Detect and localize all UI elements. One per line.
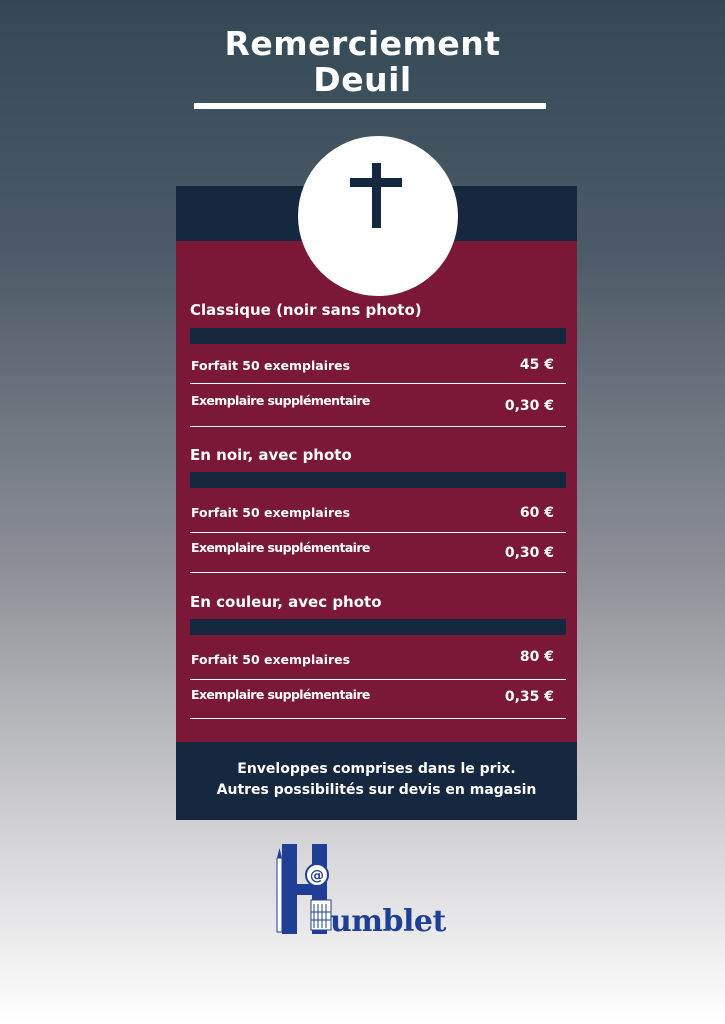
section-bar (190, 328, 566, 344)
row-divider (190, 572, 566, 573)
row-price: 0,30 € (504, 398, 554, 414)
page-title-line2: Deuil (313, 60, 412, 99)
title-underline (194, 103, 546, 109)
section-bar (190, 472, 566, 488)
card-footer (176, 742, 577, 820)
row-divider (190, 383, 566, 384)
section-title-classique: Classique (noir sans photo) (190, 301, 422, 319)
pencil-icon (277, 848, 282, 932)
row-divider (190, 532, 566, 533)
row-label: Exemplaire supplémentaire (191, 540, 370, 555)
page-title (0, 26, 725, 98)
row-label: Exemplaire supplémentaire (191, 393, 370, 408)
footer-note-line2: Autres possibilités sur devis en magasin (216, 782, 537, 798)
page-title-line1: Remerciement (224, 24, 501, 63)
row-label: Forfait 50 exemplaires (191, 652, 351, 667)
row-label: Forfait 50 exemplaires (191, 358, 351, 373)
row-price: 0,35 € (504, 689, 554, 705)
building-icon (311, 900, 331, 930)
row-label: Forfait 50 exemplaires (191, 505, 351, 520)
row-divider (190, 679, 566, 680)
section-title-noir-photo: En noir, avec photo (190, 446, 352, 464)
row-price: 60 € (519, 505, 554, 521)
svg-text:umblet: umblet (330, 904, 446, 938)
row-price: 0,30 € (504, 545, 554, 561)
footer-note-line1: Enveloppes comprises dans le prix. (237, 761, 516, 777)
humblet-logo (270, 838, 490, 938)
at-sign-icon (306, 864, 328, 886)
row-divider (190, 426, 566, 427)
section-bar (190, 619, 566, 635)
badge-pointer (358, 236, 398, 276)
row-price: 80 € (519, 649, 554, 665)
svg-text:@: @ (310, 868, 324, 884)
section-title-couleur-photo: En couleur, avec photo (190, 593, 382, 611)
row-price: 45 € (519, 357, 554, 373)
row-label: Exemplaire supplémentaire (191, 687, 370, 702)
row-divider (190, 718, 566, 719)
